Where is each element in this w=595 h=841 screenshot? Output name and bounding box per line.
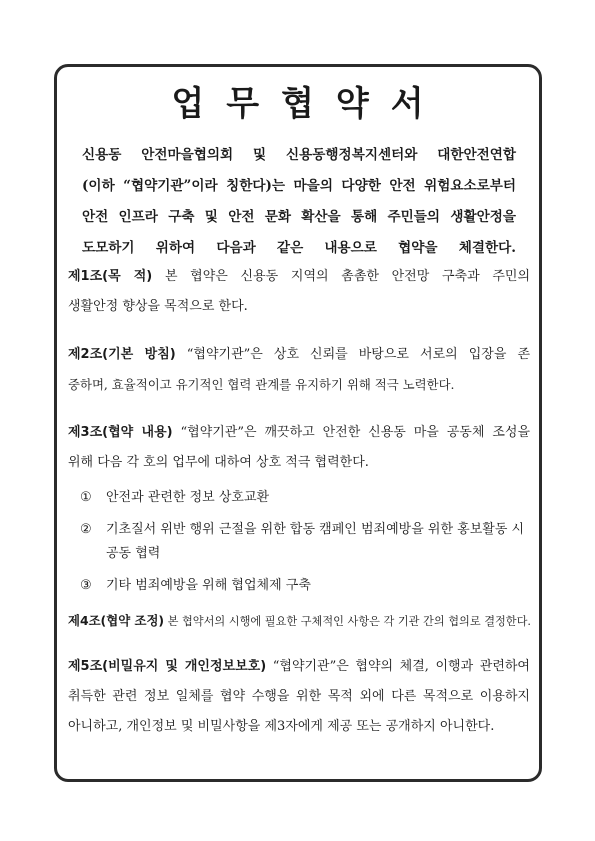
article-text: 아니하고, 개인정보 및 비밀사항을 제3자에게 제공 또는 공개하지 아니한다.	[68, 719, 495, 734]
article-1	[68, 262, 530, 322]
intro-paragraph	[82, 140, 516, 264]
item-number: ①	[80, 490, 92, 505]
intro-line: 도모하기 위하여 다음과 같은 내용으로 협약을 체결한다.	[82, 240, 516, 256]
item-text: 기초질서 위반 행위 근절을 위한 합동 캠페인 범죄예방을 위한 홍보활동 시 공동 협력	[106, 522, 525, 561]
article-heading: 제2조(기본 방침)	[68, 347, 176, 362]
article-3	[68, 418, 530, 478]
article-heading: 제4조(협약 조정)	[68, 613, 165, 628]
article-text: 중하며, 효율적이고 유기적인 협력 관계를 유지하기 위해 적극 노력한다.	[68, 377, 455, 392]
list-item	[80, 574, 530, 598]
intro-line: (이하 “협약기관”이라 칭한다)는 마을의 다양한 안전 위험요소로부터	[82, 178, 516, 194]
article-text: “협약기관”은 협약의 체결, 이행과 관련하여	[272, 659, 530, 674]
item-number: ②	[80, 522, 92, 537]
article-2	[68, 340, 530, 400]
list-item	[80, 518, 530, 566]
article-text: 취득한 관련 정보 일체를 협약 수행을 위한 목적 외에 다른 목적으로 이용하지	[68, 689, 530, 704]
item-text: 안전과 관련한 정보 상호교환	[106, 490, 270, 505]
article-text: 생활안정 향상을 목적으로 한다.	[68, 299, 248, 314]
intro-line: 안전 인프라 구축 및 안전 문화 확산을 통해 주민들의 생활안정을	[82, 209, 516, 225]
article-text: 본 협약은 신용동 지역의 촘촘한 안전망 구축과 주민의	[164, 269, 531, 284]
article-5	[68, 652, 530, 742]
list-item	[80, 486, 530, 510]
document-title: 업무협약서	[171, 84, 446, 124]
article-text: 위해 다음 각 호의 업무에 대하여 상호 적극 협력한다.	[68, 455, 369, 470]
article-4	[68, 606, 530, 637]
article-3-items	[80, 486, 530, 606]
article-text: 본 협약서의 시행에 필요한 구체적인 사항은 각 기관 간의 협의로 결정한다.	[167, 615, 531, 628]
item-number: ③	[80, 578, 92, 593]
article-heading: 제1조(목 적)	[68, 269, 153, 284]
article-heading: 제3조(협약 내용)	[68, 425, 173, 440]
intro-line: 신용동 안전마을협의회 및 신용동행정복지센터와 대한안전연합	[82, 147, 516, 163]
article-text: “협약기관”은 깨끗하고 안전한 신용동 마을 공동체 조성을	[180, 425, 530, 440]
article-text: “협약기관”은 상호 신뢰를 바탕으로 서로의 입장을 존	[186, 347, 530, 362]
article-heading: 제5조(비밀유지 및 개인정보보호)	[68, 659, 267, 674]
item-text: 기타 범죄예방을 위해 협업체제 구축	[106, 578, 311, 593]
